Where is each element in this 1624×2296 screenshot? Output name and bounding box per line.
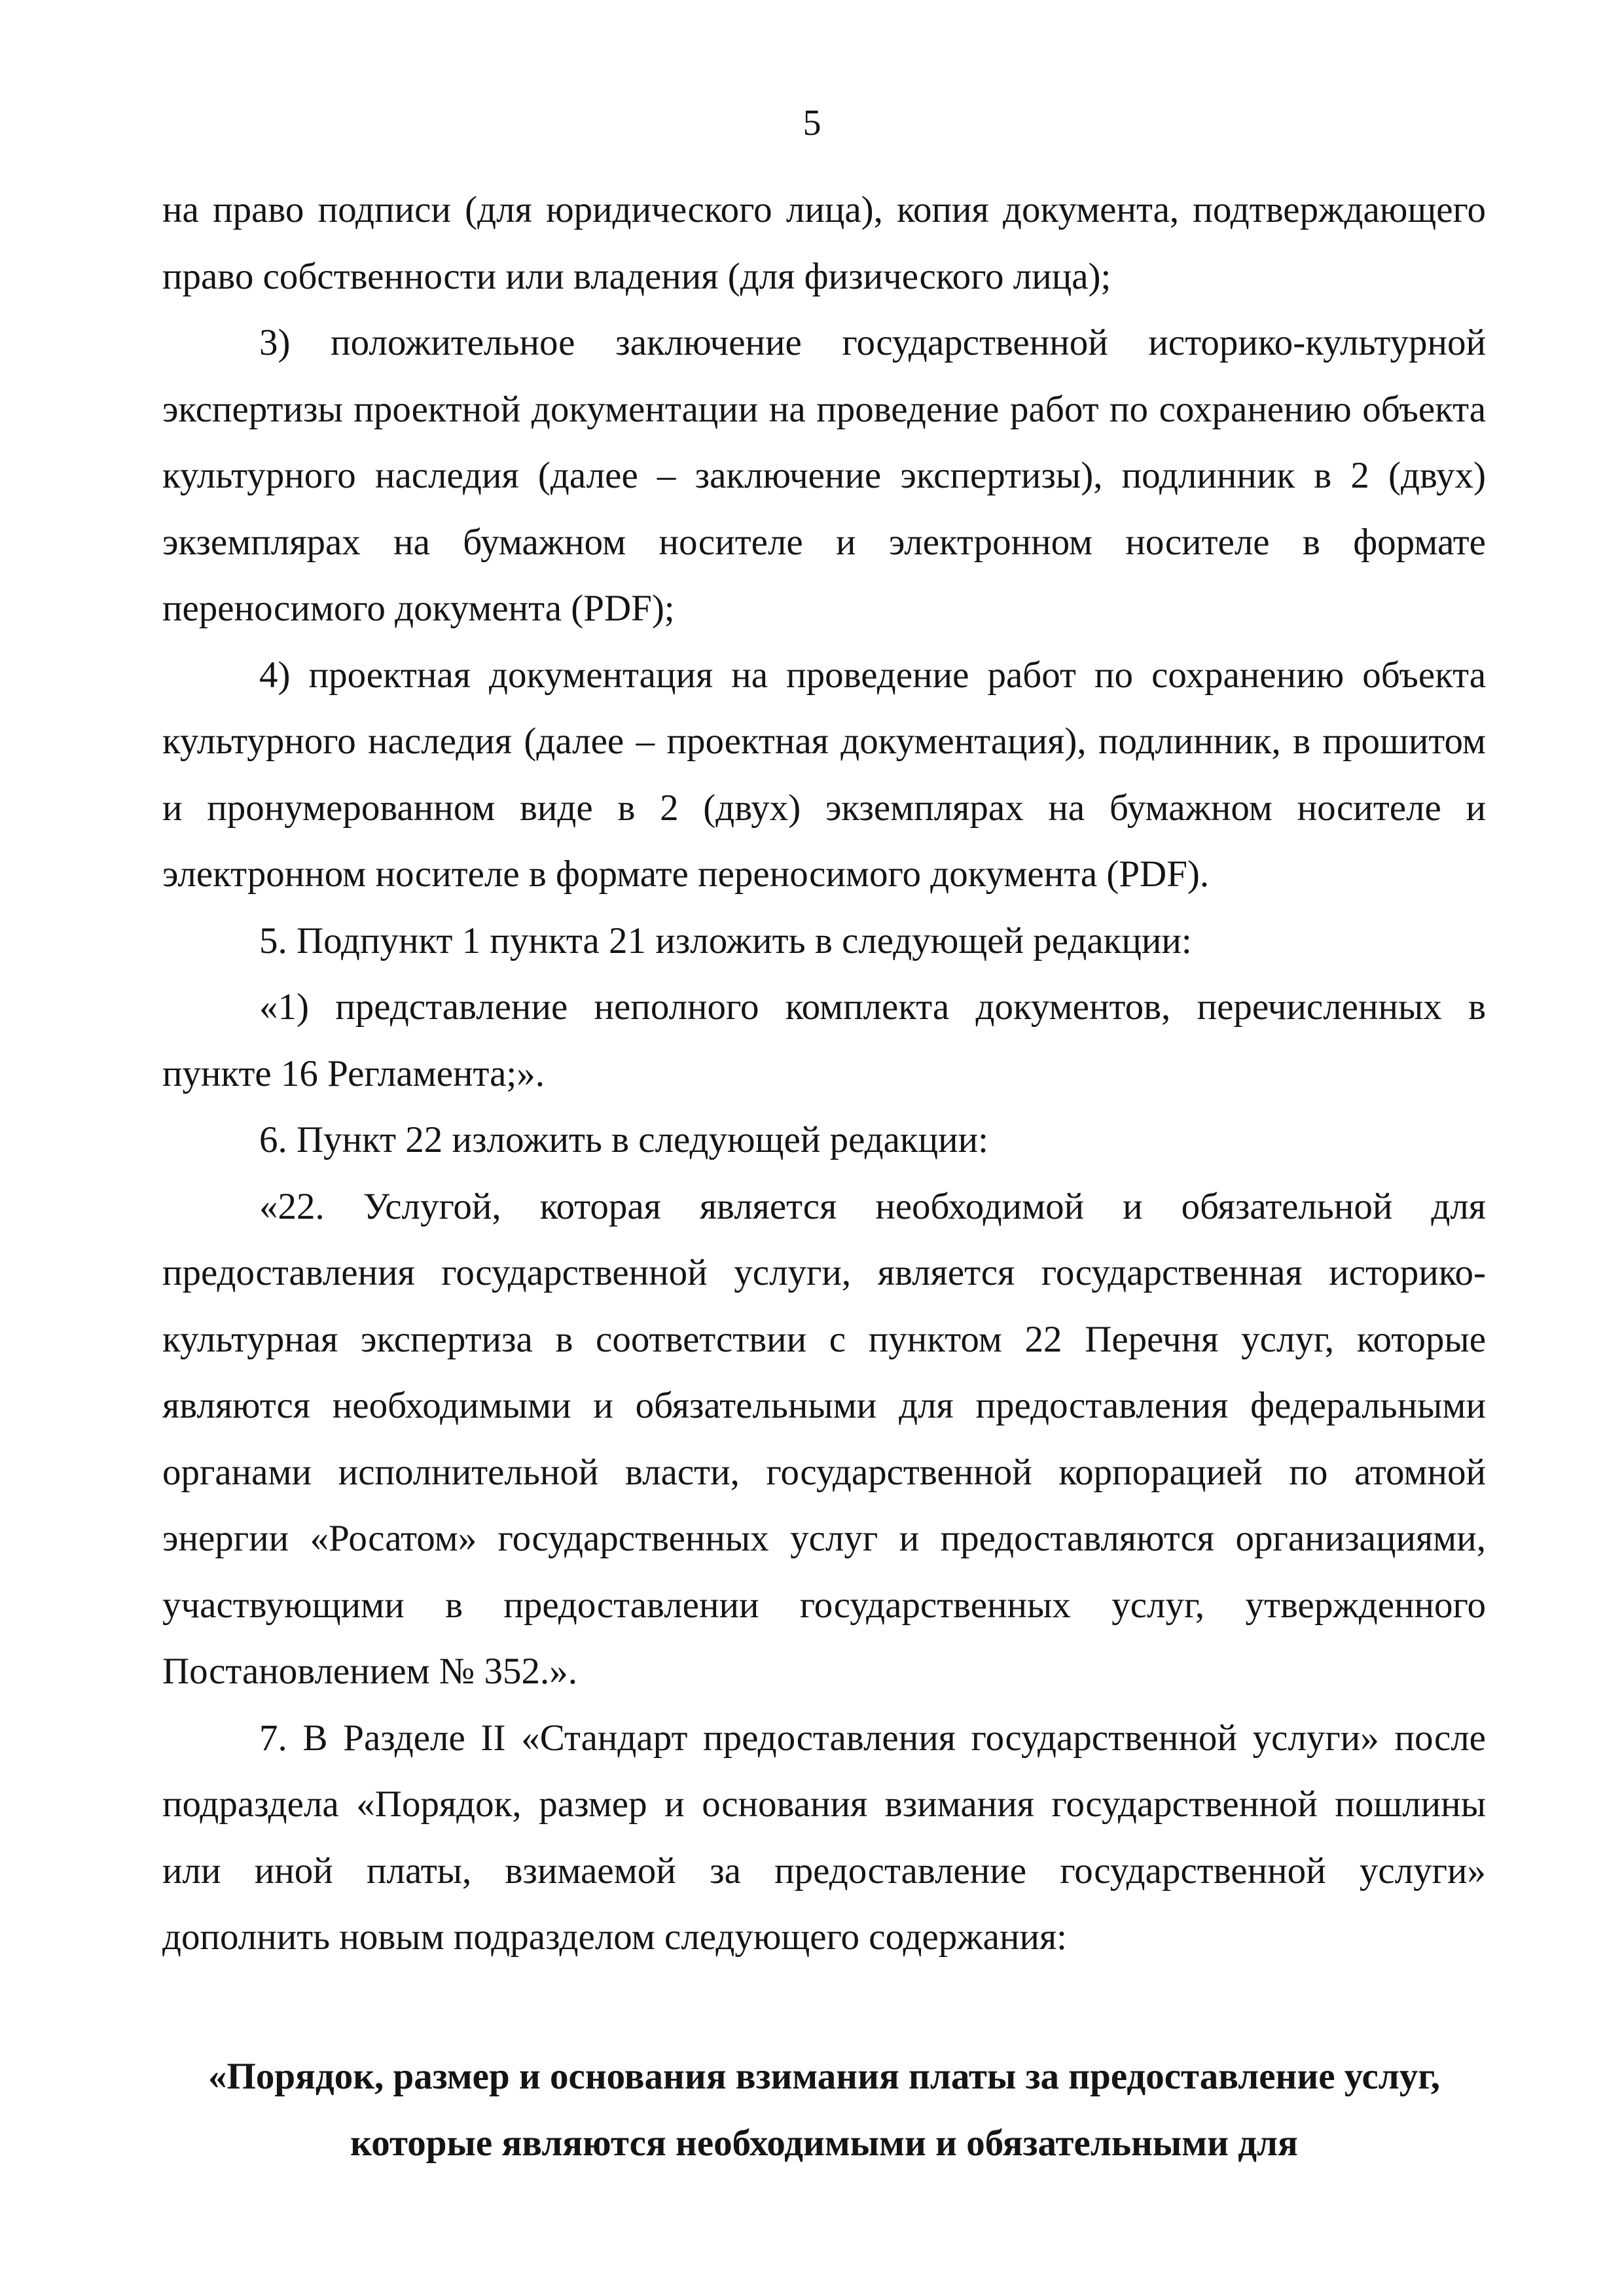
document-body (162, 177, 1486, 1971)
heading-line-1: «Порядок, размер и основания взимания платы за предоставление услуг, (208, 2056, 1440, 2097)
paragraph-quote-1: «1) представление неполного комплекта документов, перечисленных в пункте 16 Регламента;». (162, 986, 1486, 1094)
paragraph-item-3: 3) положительное заключение государственной историко-культурной экспертизы проектной документации на проведение работ по сохранению объекта культурного наследия (далее – заключение экспертизы), подлинник в 2 (двух) экземплярах на бумажном носителе и электронном носителе в формате переносимого документа (PDF); (162, 322, 1486, 629)
paragraph-amendment-7: 7. В Разделе II «Стандарт предоставления государственной услуги» после подраздела «Порядок, размер и основания взимания государственной пошлины или иной платы, взимаемой за предоставление государственной услуги» дополнить новым подразделом следующего содержания: (162, 1717, 1486, 1958)
section-heading (162, 2043, 1486, 2177)
heading-line-2: которые являются необходимыми и обязательными для (350, 2123, 1298, 2164)
paragraph-amendment-5: 5. Подпункт 1 пункта 21 изложить в следующей редакции: (259, 920, 1192, 961)
paragraph-amendment-6: 6. Пункт 22 изложить в следующей редакции: (259, 1119, 988, 1160)
paragraph-item-4: 4) проектная документация на проведение работ по сохранению объекта культурного наследия (далее – проектная документация), подлинник, в прошитом и пронумерованном виде в 2 (двух) экземплярах на бумажном носителе и электронном носителе в формате переносимого документа (PDF). (162, 654, 1486, 895)
page-number: 5 (803, 103, 821, 143)
paragraph-continuation: на право подписи (для юридического лица), копия документа, подтверждающего право собственности или владения (для физического лица); (162, 189, 1486, 297)
paragraph-quote-22: «22. Услугой, которая является необходимой и обязательной для предоставления государственной услуги, является государственная историко-культурная экспертиза в соответствии с пунктом 22 Перечня услуг, которые являются необходимыми и обязательными для предоставления федеральными органами исполнительной власти, государственной корпорацией по атомной энергии «Росатом» государственных услуг и предоставляются организациями, участвующими в предоставлении государственных услуг, утвержденного Постановлением № 352.». (162, 1185, 1486, 1692)
